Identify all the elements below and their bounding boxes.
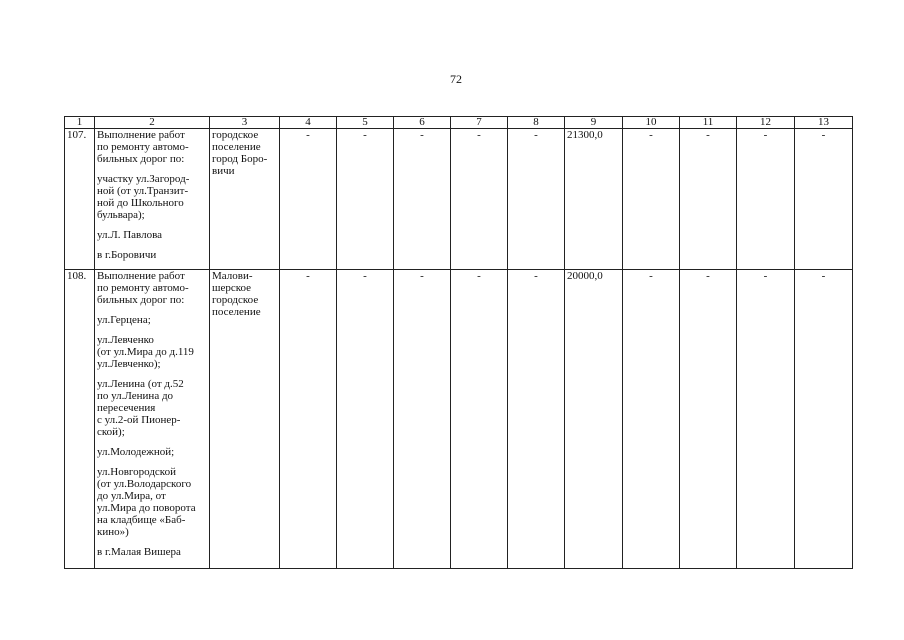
column-header: 6 [394, 117, 451, 129]
cell-col8: - [508, 270, 565, 569]
road-repair-table [64, 116, 853, 569]
work-line: бильных дорог по: [97, 294, 185, 306]
page-number: 72 [450, 72, 462, 86]
street-line: участку ул.Загород- [97, 173, 190, 185]
cell-col12: - [737, 270, 795, 569]
street-line: ной до Школьного [97, 197, 184, 209]
work-line: Выполнение работ [97, 129, 185, 141]
place-line: вичи [212, 165, 235, 177]
table-row [65, 129, 853, 270]
work-description [95, 129, 210, 270]
street-line: пересечения [97, 402, 156, 414]
work-line: по ремонту автомо- [97, 282, 189, 294]
street-line: с ул.2-ой Пионер- [97, 414, 181, 426]
cell-col10: - [623, 270, 680, 569]
work-line: по ремонту автомо- [97, 141, 189, 153]
work-line: бильных дорог по: [97, 153, 185, 165]
cell-col9-amount: 20000,0 [565, 270, 623, 569]
cell-col6: - [394, 129, 451, 270]
street-line: ул.Левченко); [97, 358, 161, 370]
cell-col9-amount: 21300,0 [565, 129, 623, 270]
cell-col13: - [795, 129, 853, 270]
place-line: Малови- [212, 270, 253, 282]
street-line: ул.Л. Павлова [97, 229, 163, 241]
table-row [65, 270, 853, 569]
cell-col4: - [280, 129, 337, 270]
street-line: ул.Молодежной; [97, 446, 175, 458]
street-line: ул.Новгородской [97, 466, 176, 478]
street-line: (от ул.Володарского [97, 478, 192, 490]
cell-col6: - [394, 270, 451, 569]
cell-col13: - [795, 270, 853, 569]
column-header: 4 [280, 117, 337, 129]
street-line: ул.Герцена; [97, 314, 151, 326]
column-header: 1 [65, 117, 95, 129]
street-line: кино») [97, 526, 129, 538]
cell-col5: - [337, 270, 394, 569]
street-line: бульвара); [97, 209, 145, 221]
city-line: в г.Боровичи [97, 249, 157, 261]
column-header: 3 [210, 117, 280, 129]
street-line: (от ул.Мира до д.119 [97, 346, 194, 358]
street-line: ул.Ленина (от д.52 [97, 378, 184, 390]
cell-col11: - [680, 270, 737, 569]
street-line: по ул.Ленина до [97, 390, 174, 402]
place-line: городское [212, 129, 259, 141]
column-header: 2 [95, 117, 210, 129]
work-line: Выполнение работ [97, 270, 185, 282]
column-header: 8 [508, 117, 565, 129]
cell-col11: - [680, 129, 737, 270]
street-line: ул.Левченко [97, 334, 154, 346]
settlement-name [210, 270, 280, 569]
cell-col10: - [623, 129, 680, 270]
work-description [95, 270, 210, 569]
column-header: 5 [337, 117, 394, 129]
street-line: до ул.Мира, от [97, 490, 166, 502]
cell-col4: - [280, 270, 337, 569]
row-number: 108. [65, 270, 95, 569]
column-header: 10 [623, 117, 680, 129]
row-number: 107. [65, 129, 95, 270]
cell-col7: - [451, 270, 508, 569]
cell-col12: - [737, 129, 795, 270]
column-header: 11 [680, 117, 737, 129]
column-header: 12 [737, 117, 795, 129]
settlement-name [210, 129, 280, 270]
street-line: ул.Мира до поворота [97, 502, 196, 514]
cell-col8: - [508, 129, 565, 270]
place-line: шерское [212, 282, 252, 294]
place-line: поселение [212, 306, 261, 318]
street-line: ской); [97, 426, 125, 438]
place-line: город Боро- [212, 153, 268, 165]
place-line: поселение [212, 141, 261, 153]
column-header: 9 [565, 117, 623, 129]
cell-col7: - [451, 129, 508, 270]
city-line: в г.Малая Вишера [97, 546, 181, 558]
street-line: на кладбище «Баб- [97, 514, 186, 526]
column-header: 7 [451, 117, 508, 129]
place-line: городское [212, 294, 259, 306]
column-number-header-row [65, 117, 853, 129]
street-line: ной (от ул.Транзит- [97, 185, 189, 197]
cell-col5: - [337, 129, 394, 270]
column-header: 13 [795, 117, 853, 129]
